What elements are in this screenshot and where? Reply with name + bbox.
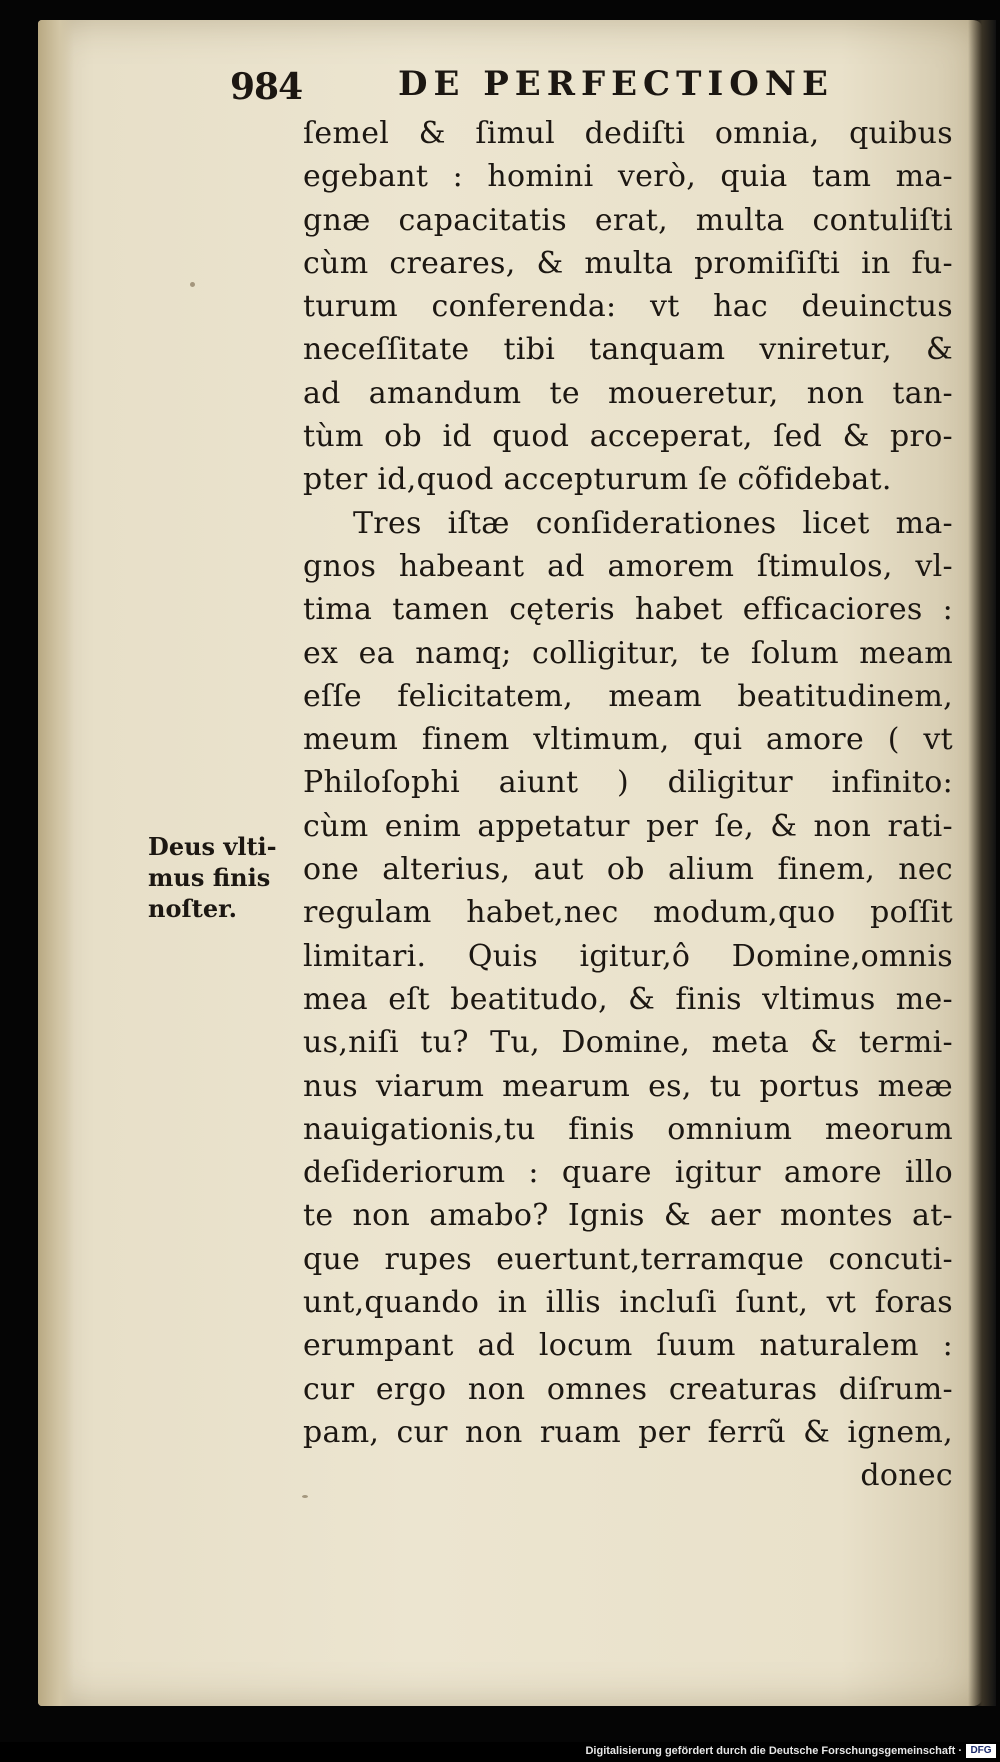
margin-note-line: noſter. (148, 894, 237, 923)
text-line: Tres iſtæ conſiderationes licet ma- (353, 505, 953, 541)
text-line: mea eſt beatitudo, & finis vltimus me- (303, 981, 953, 1017)
footer-credit: Digitalisierung gefördert durch die Deutsche Forschungsgemeinschaft · (585, 1745, 962, 1757)
text-line: limitari. Quis igitur,ô Domine,omnis (303, 938, 953, 974)
text-line: unt,quando in illis incluſi ſunt, vt foras (303, 1285, 953, 1321)
text-line: eſſe felicitatem, meam beatitudinem, (303, 678, 953, 714)
text-line: tima tamen cęteris habet efficaciores : (303, 592, 953, 628)
text-line: regulam habet,nec modum,quo poſſit (303, 895, 953, 931)
text-line: cùm creares, & multa promiſiſti in fu- (303, 245, 953, 281)
text-line: deſideriorum : quare igitur amore illo (303, 1155, 953, 1191)
running-title: DE PERFECTIONE (398, 64, 834, 104)
text-line: erumpant ad locum ſuum naturalem : (303, 1328, 953, 1364)
text-line: te non amabo? Ignis & aer montes at- (303, 1198, 953, 1234)
body-text (303, 112, 953, 1498)
text-line: cùm enim appetatur per ſe, & non rati- (303, 808, 953, 844)
text-line: us,niſi tu? Tu, Domine, meta & termi- (303, 1025, 953, 1061)
text-line: nauigationis,tu finis omnium meorum (303, 1111, 953, 1147)
page-number: 984 (230, 66, 303, 108)
text-line: que rupes euertunt,terramque concuti- (303, 1241, 953, 1277)
text-line: gnæ capacitatis erat, multa contuliſti (303, 202, 953, 238)
margin-note-line: Deus vlti- (148, 832, 277, 861)
text-line: pam, cur non ruam per ferrũ & ignem, (303, 1414, 953, 1450)
text-line: turum conferenda: vt hac deuinctus (303, 289, 953, 325)
text-line: Philoſophi aiunt ) diligitur infinito: (303, 765, 953, 801)
text-line: cur ergo non omnes creaturas diſrum- (303, 1371, 953, 1407)
margin-note-line: mus finis (148, 863, 271, 892)
text-line: gnos habeant ad amorem ſtimulos, vl- (303, 548, 953, 584)
margin-note (148, 831, 277, 924)
dfg-logo-icon: DFG (966, 1744, 996, 1758)
text-line: egebant : homini verò, quia tam ma- (303, 159, 953, 195)
text-line: pter id,quod accepturum ſe cõfidebat. (303, 462, 892, 498)
text-line: ſemel & ſimul dediſti omnia, quibus (303, 116, 953, 151)
text-line: neceſſitate tibi tanquam vniretur, & (303, 332, 953, 368)
text-line: tùm ob id quod acceperat, ſed & pro- (303, 419, 953, 455)
text-line: one alterius, aut ob alium finem, nec (303, 852, 953, 888)
catchword: donec (860, 1458, 953, 1494)
text-line: ex ea namq; colligitur, te ſolum meam (303, 635, 953, 671)
text-line: nus viarum mearum es, tu portus meæ (303, 1068, 953, 1104)
text-line: meum finem vltimum, qui amore ( vt (303, 722, 953, 758)
text-line: ad amandum te moueretur, non tan- (303, 375, 953, 411)
